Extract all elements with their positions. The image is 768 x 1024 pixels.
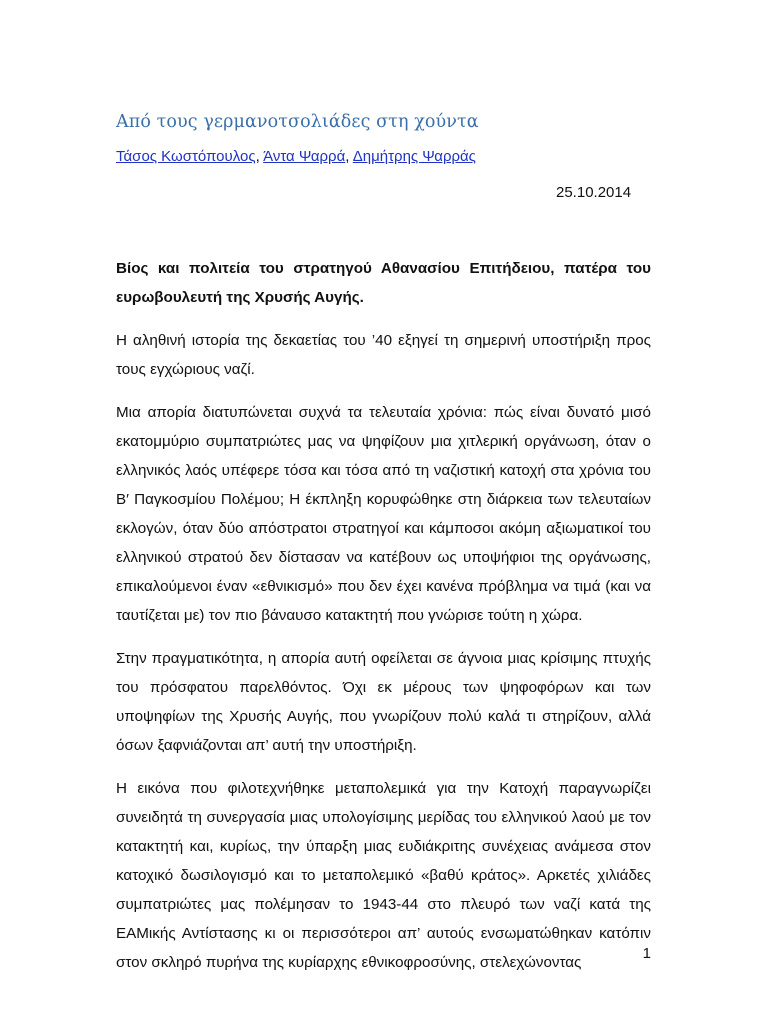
- author-line: [116, 147, 476, 167]
- subtitle-paragraph: Η αληθινή ιστορία της δεκαετίας του ’40 εξηγεί τη σημερινή υποστήριξη προς τους εγχώριους ναζί.: [116, 332, 651, 378]
- author-link-kostopoulos[interactable]: Τάσος Κωστόπουλος: [116, 148, 256, 165]
- article-body: [116, 254, 651, 991]
- lead-paragraph: Βίος και πολιτεία του στρατηγού Αθανασίου Επιτήδειου, πατέρα του ευρωβουλευτή της Χρυσής Αυγής.: [116, 260, 651, 306]
- publication-date: 25.10.2014: [556, 184, 632, 201]
- page-number: 1: [642, 945, 651, 962]
- body-paragraph: Στην πραγματικότητα, η απορία αυτή οφείλεται σε άγνοια μιας κρίσιμης πτυχής του πρόσφατου παρελθόντος. Όχι εκ μέρους των ψηφοφόρων και των υποψηφίων της Χρυσής Αυγής, που γνωρίζουν πολύ καλά τι στηρίζουν, αλλά όσων ξαφνιάζονται απ’ αυτή την υποστήριξη.: [116, 650, 651, 754]
- article-title: Από τους γερμανοτσολιάδες στη χούντα: [116, 112, 479, 132]
- author-link-psarras[interactable]: Δημήτρης Ψαρράς: [352, 148, 476, 165]
- body-paragraph: Μια απορία διατυπώνεται συχνά τα τελευταία χρόνια: πώς είναι δυνατό μισό εκατομμύριο συμπατριώτες μας να ψηφίζουν μια χιτλερική οργάνωση, όταν ο ελληνικός λαός υπέφερε τόσα και τόσα από τη ναζιστική κατοχή στα χρόνια του Β′ Παγκοσμίου Πολέμου; Η έκπληξη κορυφώθηκε στη διάρκεια των τελευταίων εκλογών, όταν δύο απόστρατοι στρατηγοί και κάμποσοι ακόμη αξιωματικοί του ελληνικού στρατού δεν δίστασαν να κατέβουν ως υποψήφιοι της οργάνωσης, επικαλούμενοι έναν «εθνικισμό» που δεν έχει κανένα πρόβλημα να τιμά (και να ταυτίζεται με) τον πιο βάναυσο κατακτητή που γνώρισε τούτη η χώρα.: [116, 404, 651, 624]
- author-separator: ,: [255, 148, 264, 165]
- author-link-psarra[interactable]: Άντα Ψαρρά: [263, 148, 346, 165]
- body-paragraph: Η εικόνα που φιλοτεχνήθηκε μεταπολεμικά για την Κατοχή παραγνωρίζει συνειδητά τη συνεργασία μιας υπολογίσιμης μερίδας του ελληνικού λαού με τον κατακτητή και, κυρίως, την ύπαρξη μιας ευδιάκριτης συνέχειας ανάμεσα στον κατοχικό δωσιλογισμό και το μεταπολεμικό «βαθύ κράτος». Αρκετές χιλιάδες συμπατριώτες μας πολέμησαν το 1943-44 στο πλευρό των ναζί κατά της ΕΑΜικής Αντίστασης κι οι περισσότεροι απ’ αυτούς ενσωματώθηκαν κατόπιν στον σκληρό πυρήνα της κυρίαρχης εθνικοφροσύνης, στελεχώνοντας: [116, 780, 651, 971]
- author-separator: ,: [345, 148, 353, 165]
